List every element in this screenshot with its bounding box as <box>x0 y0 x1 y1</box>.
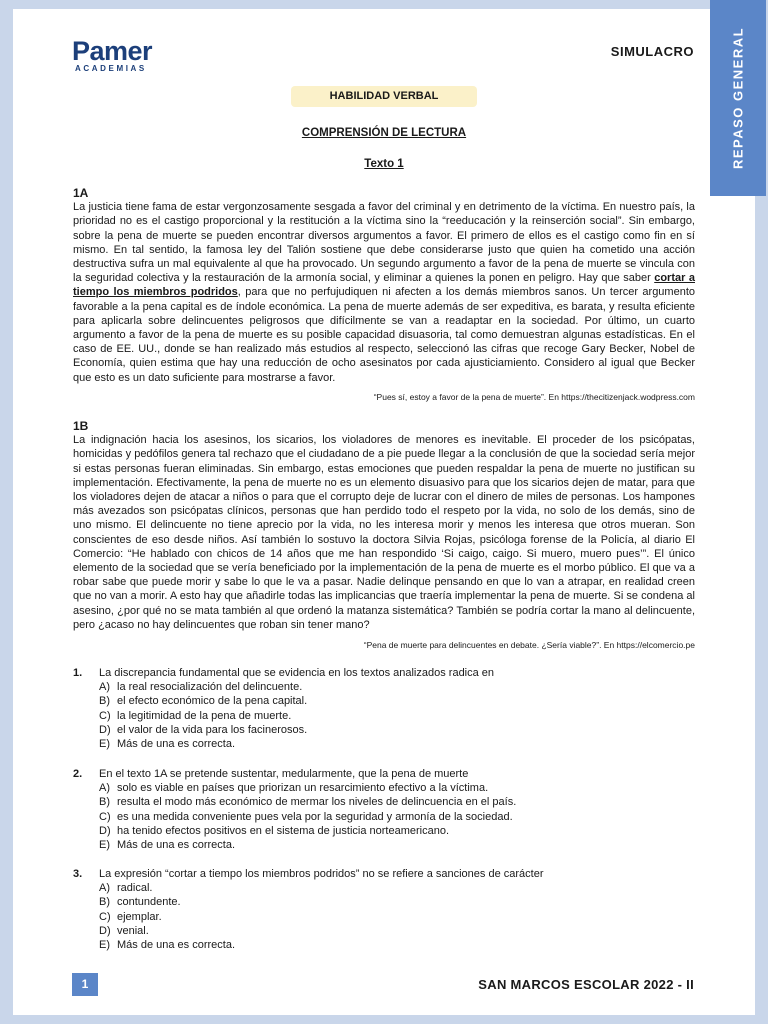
option-b[interactable]: B) contundente. <box>99 896 181 909</box>
option-b[interactable]: B) resulta el modo más económico de mermar los niveles de delincuencia en el país. <box>99 796 517 809</box>
header-title: SIMULACRO <box>610 44 694 59</box>
option-c[interactable]: C) ejemplar. <box>99 910 162 923</box>
option-a[interactable]: A) solo es viable en países que priorizan un resarcimiento efectivo a la víctima. <box>99 782 489 795</box>
question-number: 2. <box>73 768 83 780</box>
text-1a-before: La justicia tiene fama de estar vergonzosamente sesgada a favor del criminal y en detrimento de la víctima. En nuestro país, la prioridad no es el castigo proporcional y la restitución a la víctima sino la “reeducación y la reinserción social”. Sin embargo, sobre la pena de muerte se pueden encontrar diversos argumentos a favor. El primero de ellos es el castigo como fin en sí mismo. En tal sentido, la famosa ley del Talión sostiene que debe considerarse justo que quien ha cometido una acción destructiva sufra un mal equivalente al que ha provocado. Un segundo argumento a favor de la pena de muerte se vincula con la seguridad colectiva y la restauración de la armonía social, y eliminar a quienes la ponen en peligro. Hay que saber <box>73 201 695 285</box>
option-e[interactable]: E) Más de una es correcta. <box>99 839 236 852</box>
text-1b <box>73 419 695 632</box>
text-1a-highlight: cortar a tiempo los miembros podridos <box>73 272 695 299</box>
logo-sub: ACADEMIAS <box>75 64 147 73</box>
option-d[interactable]: D) el valor de la vida para los facinerosos. <box>99 723 308 736</box>
text-1a <box>73 186 695 385</box>
option-d[interactable]: D) venial. <box>99 924 149 937</box>
section-badge: HABILIDAD VERBAL <box>291 86 477 107</box>
question-stem: En el texto 1A se pretende sustentar, medularmente, que la pena de muerte <box>99 768 469 780</box>
option-b[interactable]: B) el efecto económico de la pena capital. <box>99 695 308 708</box>
option-a[interactable]: A) radical. <box>99 882 153 895</box>
page-number: 1 <box>72 973 98 996</box>
option-d[interactable]: D) ha tenido efectos positivos en el sistema de justicia norteamericano. <box>99 824 450 837</box>
question-number: 1. <box>73 667 83 679</box>
question-2 <box>73 767 695 852</box>
text-1b-body: La indignación hacia los asesinos, los sicarios, los violadores de menores es inevitable. El proceder de los psicópatas, homicidas y pedófilos genera tal rechazo que el ciudadano de a pie puede llegar a la conclusión de que la sociedad sería mejor si estas personas fueran eliminadas. Sin embargo, estas emociones que pueden respaldar la pena de muerte no justifican su implementación. Efectivamente, la pena de muerte no es un elemento disuasivo para que los sicarios dejen de matar, para que los violadores dejen de atacar a niños o para que el corrupto deje de lucrar con el dinero de miles de personas. Los hampones más avezados son psicópatas clínicos, personas que han perdido todo el respeto por la vida, no solo de los demás, sino de uno mismo. El delincuente no tiene aprecio por la vida, no les interesa morir y menos les interesa que otros mueran. Son conscientes de eso desde niños. Así también lo sostuvo la doctora Silvia Rojas, psicóloga forense de la Policía, al diario El Comercio: “He hablado con chicos de 14 años que me han respondido ‘Si caigo, caigo. Si muero, muero pues’”. El único elemento de la sociedad que se vería beneficiado por la implementación de la pena de muerte es el morbo público. El que va a robar sabe que puede morir y sabe lo que le va a pasar. Nadie delinque pensando en que lo van a atrapar, en realidad creen que no van a morir. A esto hay que añadirle todas las implicancias que traería implementar la pena de muerte. Si se condena al asesino, ¿por qué no se mata también al que ordenó la matanza sistemática? También se podría cortar la mano al delincuente, pero ¿acaso no hay delincuentes que roban sin tener mano? <box>73 434 695 631</box>
logo <box>72 38 152 73</box>
question-number: 3. <box>73 868 83 880</box>
option-e[interactable]: E) Más de una es correcta. <box>99 939 236 952</box>
side-tab-label: REPASO GENERAL <box>730 26 746 170</box>
footer-title: SAN MARCOS ESCOLAR 2022 - II <box>478 977 694 992</box>
text-1a-after: , para que no perfujudiquen ni afecten a los demás miembros sanos. Un tercer argumento favorable a la pena capital es de índole económica. La pena de muerte además de ser expeditiva, es barata, y resulta eficiente para aplicarla sobre delincuentes peligrosos que difícilmente se van a readaptar en la sociedad. Por último, un cuarto argumento a favor de la pena de muerte es su posible capacidad disuasoria, tal como demuestran algunas estadísticas. En el caso de EE. UU., donde se han realizado más estudios al respecto, seleccionó las cifras que recoge Gary Becker, Nobel de Economía, quien estima que hay una reducción de ocho asesinatos por cada ajusticiamiento. Considero al igual que Becker que esto es un dato suficiente para mostrarse a favor. <box>73 286 695 384</box>
text-1b-source: “Pena de muerte para delincuentes en debate. ¿Sería viable?”. En https://elcomercio.pe <box>363 640 695 650</box>
option-c[interactable]: C) la legitimidad de la pena de muerte. <box>99 709 292 722</box>
text-title: Texto 1 <box>364 158 404 170</box>
text-1b-label: 1B <box>73 419 89 433</box>
option-c[interactable]: C) es una medida conveniente pues vela por la seguridad y armonía de la sociedad. <box>99 810 513 823</box>
question-stem: La discrepancia fundamental que se evidencia en los textos analizados radica en <box>99 667 495 679</box>
option-e[interactable]: E) Más de una es correcta. <box>99 738 236 751</box>
logo-main: Pamer <box>72 36 153 66</box>
question-1 <box>73 666 695 751</box>
option-a[interactable]: A) la real resocialización del delincuente. <box>99 681 303 694</box>
text-1a-source: “Pues sí, estoy a favor de la pena de muerte”. En https://thecitizenjack.wodpress.com <box>373 392 695 402</box>
text-1a-label: 1A <box>73 186 89 200</box>
question-3 <box>73 867 695 952</box>
question-stem: La expresión “cortar a tiempo los miembros podridos” no se refiere a sanciones de carácter <box>99 868 544 880</box>
subsection-title: COMPRENSIÓN DE LECTURA <box>301 127 467 139</box>
